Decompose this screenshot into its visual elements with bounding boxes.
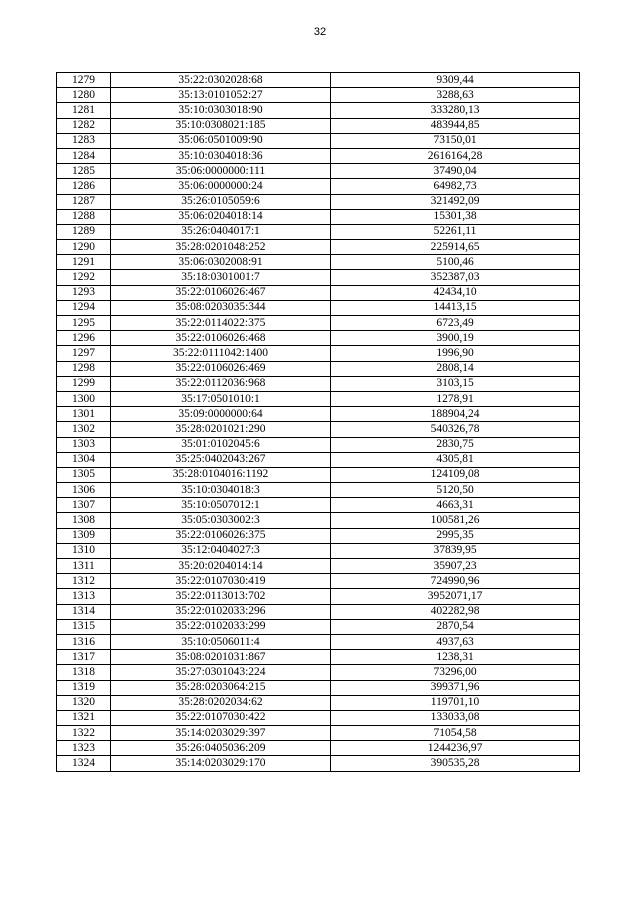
value-cell: 352387,03 [331, 270, 580, 285]
cadastral-number-cell: 35:08:0203035:344 [111, 300, 331, 315]
value-cell: 35907,23 [331, 559, 580, 574]
table-row [57, 300, 580, 315]
cadastral-number-cell: 35:06:0302008:91 [111, 255, 331, 270]
table-row [57, 209, 580, 224]
row-number-cell: 1302 [57, 422, 111, 437]
cadastral-number-cell: 35:10:0507012:1 [111, 498, 331, 513]
value-cell: 3952071,17 [331, 589, 580, 604]
value-cell: 52261,11 [331, 224, 580, 239]
table-row [57, 103, 580, 118]
row-number-cell: 1283 [57, 133, 111, 148]
value-cell: 5100,46 [331, 255, 580, 270]
row-number-cell: 1301 [57, 407, 111, 422]
value-cell: 321492,09 [331, 194, 580, 209]
table-row [57, 665, 580, 680]
cadastral-number-cell: 35:13:0101052:27 [111, 88, 331, 103]
cadastral-number-cell: 35:08:0201031:867 [111, 650, 331, 665]
cadastral-number-cell: 35:25:0402043:267 [111, 452, 331, 467]
row-number-cell: 1293 [57, 285, 111, 300]
value-cell: 188904,24 [331, 407, 580, 422]
cadastral-number-cell: 35:22:0113013:702 [111, 589, 331, 604]
cadastral-number-cell: 35:06:0000000:111 [111, 164, 331, 179]
value-cell: 100581,26 [331, 513, 580, 528]
cadastral-number-cell: 35:22:0106026:469 [111, 361, 331, 376]
row-number-cell: 1303 [57, 437, 111, 452]
cadastral-number-cell: 35:06:0000000:24 [111, 179, 331, 194]
table-row [57, 726, 580, 741]
cadastral-number-cell: 35:18:0301001:7 [111, 270, 331, 285]
table-row [57, 285, 580, 300]
value-cell: 225914,65 [331, 240, 580, 255]
table-row [57, 346, 580, 361]
page-number: 32 [313, 26, 327, 38]
table-row [57, 680, 580, 695]
row-number-cell: 1321 [57, 710, 111, 725]
row-number-cell: 1297 [57, 346, 111, 361]
table-row [57, 543, 580, 558]
table-row [57, 316, 580, 331]
table-row [57, 619, 580, 634]
cadastral-number-cell: 35:22:0106026:468 [111, 331, 331, 346]
table-row [57, 270, 580, 285]
table-row [57, 483, 580, 498]
cadastral-number-cell: 35:22:0107030:422 [111, 710, 331, 725]
cadastral-number-cell: 35:10:0304018:36 [111, 148, 331, 163]
value-cell: 2870,54 [331, 619, 580, 634]
cadastral-number-cell: 35:20:0204014:14 [111, 559, 331, 574]
value-cell: 133033,08 [331, 710, 580, 725]
value-cell: 483944,85 [331, 118, 580, 133]
table-row [57, 528, 580, 543]
value-cell: 4663,31 [331, 498, 580, 513]
cadastral-number-cell: 35:09:0000000:64 [111, 407, 331, 422]
cadastral-number-cell: 35:10:0308021:185 [111, 118, 331, 133]
value-cell: 6723,49 [331, 316, 580, 331]
table-row [57, 88, 580, 103]
cadastral-number-cell: 35:22:0114022:375 [111, 316, 331, 331]
value-cell: 15301,38 [331, 209, 580, 224]
table-row [57, 255, 580, 270]
value-cell: 9309,44 [331, 73, 580, 88]
row-number-cell: 1300 [57, 391, 111, 406]
table-row [57, 437, 580, 452]
row-number-cell: 1292 [57, 270, 111, 285]
value-cell: 42434,10 [331, 285, 580, 300]
table-row [57, 756, 580, 771]
value-cell: 2616164,28 [331, 148, 580, 163]
cadastral-number-cell: 35:22:0302028:68 [111, 73, 331, 88]
table-row [57, 224, 580, 239]
row-number-cell: 1320 [57, 695, 111, 710]
cadastral-number-cell: 35:28:0104016:1192 [111, 467, 331, 482]
row-number-cell: 1284 [57, 148, 111, 163]
table-row [57, 574, 580, 589]
table-row [57, 164, 580, 179]
table-row [57, 467, 580, 482]
value-cell: 540326,78 [331, 422, 580, 437]
row-number-cell: 1298 [57, 361, 111, 376]
row-number-cell: 1304 [57, 452, 111, 467]
row-number-cell: 1285 [57, 164, 111, 179]
cadastral-number-cell: 35:28:0202034:62 [111, 695, 331, 710]
cadastral-number-cell: 35:10:0506011:4 [111, 634, 331, 649]
cadastral-number-cell: 35:14:0203029:397 [111, 726, 331, 741]
value-cell: 71054,58 [331, 726, 580, 741]
table-row [57, 148, 580, 163]
cadastral-number-cell: 35:27:0301043:224 [111, 665, 331, 680]
row-number-cell: 1307 [57, 498, 111, 513]
table-row [57, 194, 580, 209]
cadastral-table [56, 72, 580, 772]
table-row [57, 589, 580, 604]
row-number-cell: 1280 [57, 88, 111, 103]
table-row [57, 407, 580, 422]
row-number-cell: 1318 [57, 665, 111, 680]
table-row [57, 73, 580, 88]
value-cell: 402282,98 [331, 604, 580, 619]
row-number-cell: 1322 [57, 726, 111, 741]
cadastral-number-cell: 35:26:0404017:1 [111, 224, 331, 239]
value-cell: 399371,96 [331, 680, 580, 695]
row-number-cell: 1289 [57, 224, 111, 239]
table-row [57, 513, 580, 528]
row-number-cell: 1294 [57, 300, 111, 315]
table-row [57, 391, 580, 406]
value-cell: 2830,75 [331, 437, 580, 452]
value-cell: 119701,10 [331, 695, 580, 710]
value-cell: 2995,35 [331, 528, 580, 543]
cadastral-number-cell: 35:28:0203064:215 [111, 680, 331, 695]
value-cell: 4305,81 [331, 452, 580, 467]
cadastral-number-cell: 35:26:0105059:6 [111, 194, 331, 209]
value-cell: 124109,08 [331, 467, 580, 482]
row-number-cell: 1314 [57, 604, 111, 619]
cadastral-number-cell: 35:22:0112036:968 [111, 376, 331, 391]
value-cell: 3103,15 [331, 376, 580, 391]
cadastral-number-cell: 35:05:0303002:3 [111, 513, 331, 528]
value-cell: 73150,01 [331, 133, 580, 148]
row-number-cell: 1290 [57, 240, 111, 255]
row-number-cell: 1311 [57, 559, 111, 574]
row-number-cell: 1308 [57, 513, 111, 528]
cadastral-number-cell: 35:22:0107030:419 [111, 574, 331, 589]
value-cell: 390535,28 [331, 756, 580, 771]
cadastral-number-cell: 35:10:0303018:90 [111, 103, 331, 118]
row-number-cell: 1313 [57, 589, 111, 604]
cadastral-number-cell: 35:06:0204018:14 [111, 209, 331, 224]
cadastral-number-cell: 35:22:0102033:299 [111, 619, 331, 634]
row-number-cell: 1282 [57, 118, 111, 133]
table-row [57, 240, 580, 255]
cadastral-number-cell: 35:12:0404027:3 [111, 543, 331, 558]
row-number-cell: 1323 [57, 741, 111, 756]
table-row [57, 604, 580, 619]
row-number-cell: 1315 [57, 619, 111, 634]
table-row [57, 650, 580, 665]
cadastral-number-cell: 35:22:0102033:296 [111, 604, 331, 619]
row-number-cell: 1291 [57, 255, 111, 270]
row-number-cell: 1287 [57, 194, 111, 209]
value-cell: 37490,04 [331, 164, 580, 179]
value-cell: 1278,91 [331, 391, 580, 406]
value-cell: 64982,73 [331, 179, 580, 194]
table-row [57, 710, 580, 725]
table-row [57, 634, 580, 649]
value-cell: 724990,96 [331, 574, 580, 589]
row-number-cell: 1309 [57, 528, 111, 543]
table-row [57, 376, 580, 391]
table-row [57, 361, 580, 376]
table-row [57, 118, 580, 133]
value-cell: 37839,95 [331, 543, 580, 558]
value-cell: 4937,63 [331, 634, 580, 649]
table-row [57, 452, 580, 467]
table-row [57, 422, 580, 437]
row-number-cell: 1286 [57, 179, 111, 194]
value-cell: 1244236,97 [331, 741, 580, 756]
cadastral-number-cell: 35:17:0501010:1 [111, 391, 331, 406]
row-number-cell: 1316 [57, 634, 111, 649]
cadastral-number-cell: 35:22:0111042:1400 [111, 346, 331, 361]
row-number-cell: 1310 [57, 543, 111, 558]
row-number-cell: 1312 [57, 574, 111, 589]
cadastral-number-cell: 35:10:0304018:3 [111, 483, 331, 498]
value-cell: 1996,90 [331, 346, 580, 361]
value-cell: 1238,31 [331, 650, 580, 665]
table-row [57, 559, 580, 574]
cadastral-number-cell: 35:26:0405036:209 [111, 741, 331, 756]
row-number-cell: 1305 [57, 467, 111, 482]
row-number-cell: 1319 [57, 680, 111, 695]
cadastral-number-cell: 35:28:0201021:290 [111, 422, 331, 437]
row-number-cell: 1306 [57, 483, 111, 498]
table-row [57, 179, 580, 194]
row-number-cell: 1299 [57, 376, 111, 391]
cadastral-number-cell: 35:22:0106026:467 [111, 285, 331, 300]
row-number-cell: 1295 [57, 316, 111, 331]
row-number-cell: 1317 [57, 650, 111, 665]
row-number-cell: 1324 [57, 756, 111, 771]
cadastral-number-cell: 35:28:0201048:252 [111, 240, 331, 255]
cadastral-number-cell: 35:22:0106026:375 [111, 528, 331, 543]
value-cell: 73296,00 [331, 665, 580, 680]
cadastral-number-cell: 35:14:0203029:170 [111, 756, 331, 771]
table-row [57, 741, 580, 756]
cadastral-number-cell: 35:06:0501009:90 [111, 133, 331, 148]
row-number-cell: 1281 [57, 103, 111, 118]
table-row [57, 331, 580, 346]
table-row [57, 133, 580, 148]
table-body [57, 73, 580, 772]
value-cell: 14413,15 [331, 300, 580, 315]
cadastral-number-cell: 35:01:0102045:6 [111, 437, 331, 452]
value-cell: 5120,50 [331, 483, 580, 498]
row-number-cell: 1296 [57, 331, 111, 346]
table-row [57, 498, 580, 513]
value-cell: 3900,19 [331, 331, 580, 346]
value-cell: 333280,13 [331, 103, 580, 118]
row-number-cell: 1288 [57, 209, 111, 224]
value-cell: 2808,14 [331, 361, 580, 376]
row-number-cell: 1279 [57, 73, 111, 88]
table-row [57, 695, 580, 710]
value-cell: 3288,63 [331, 88, 580, 103]
